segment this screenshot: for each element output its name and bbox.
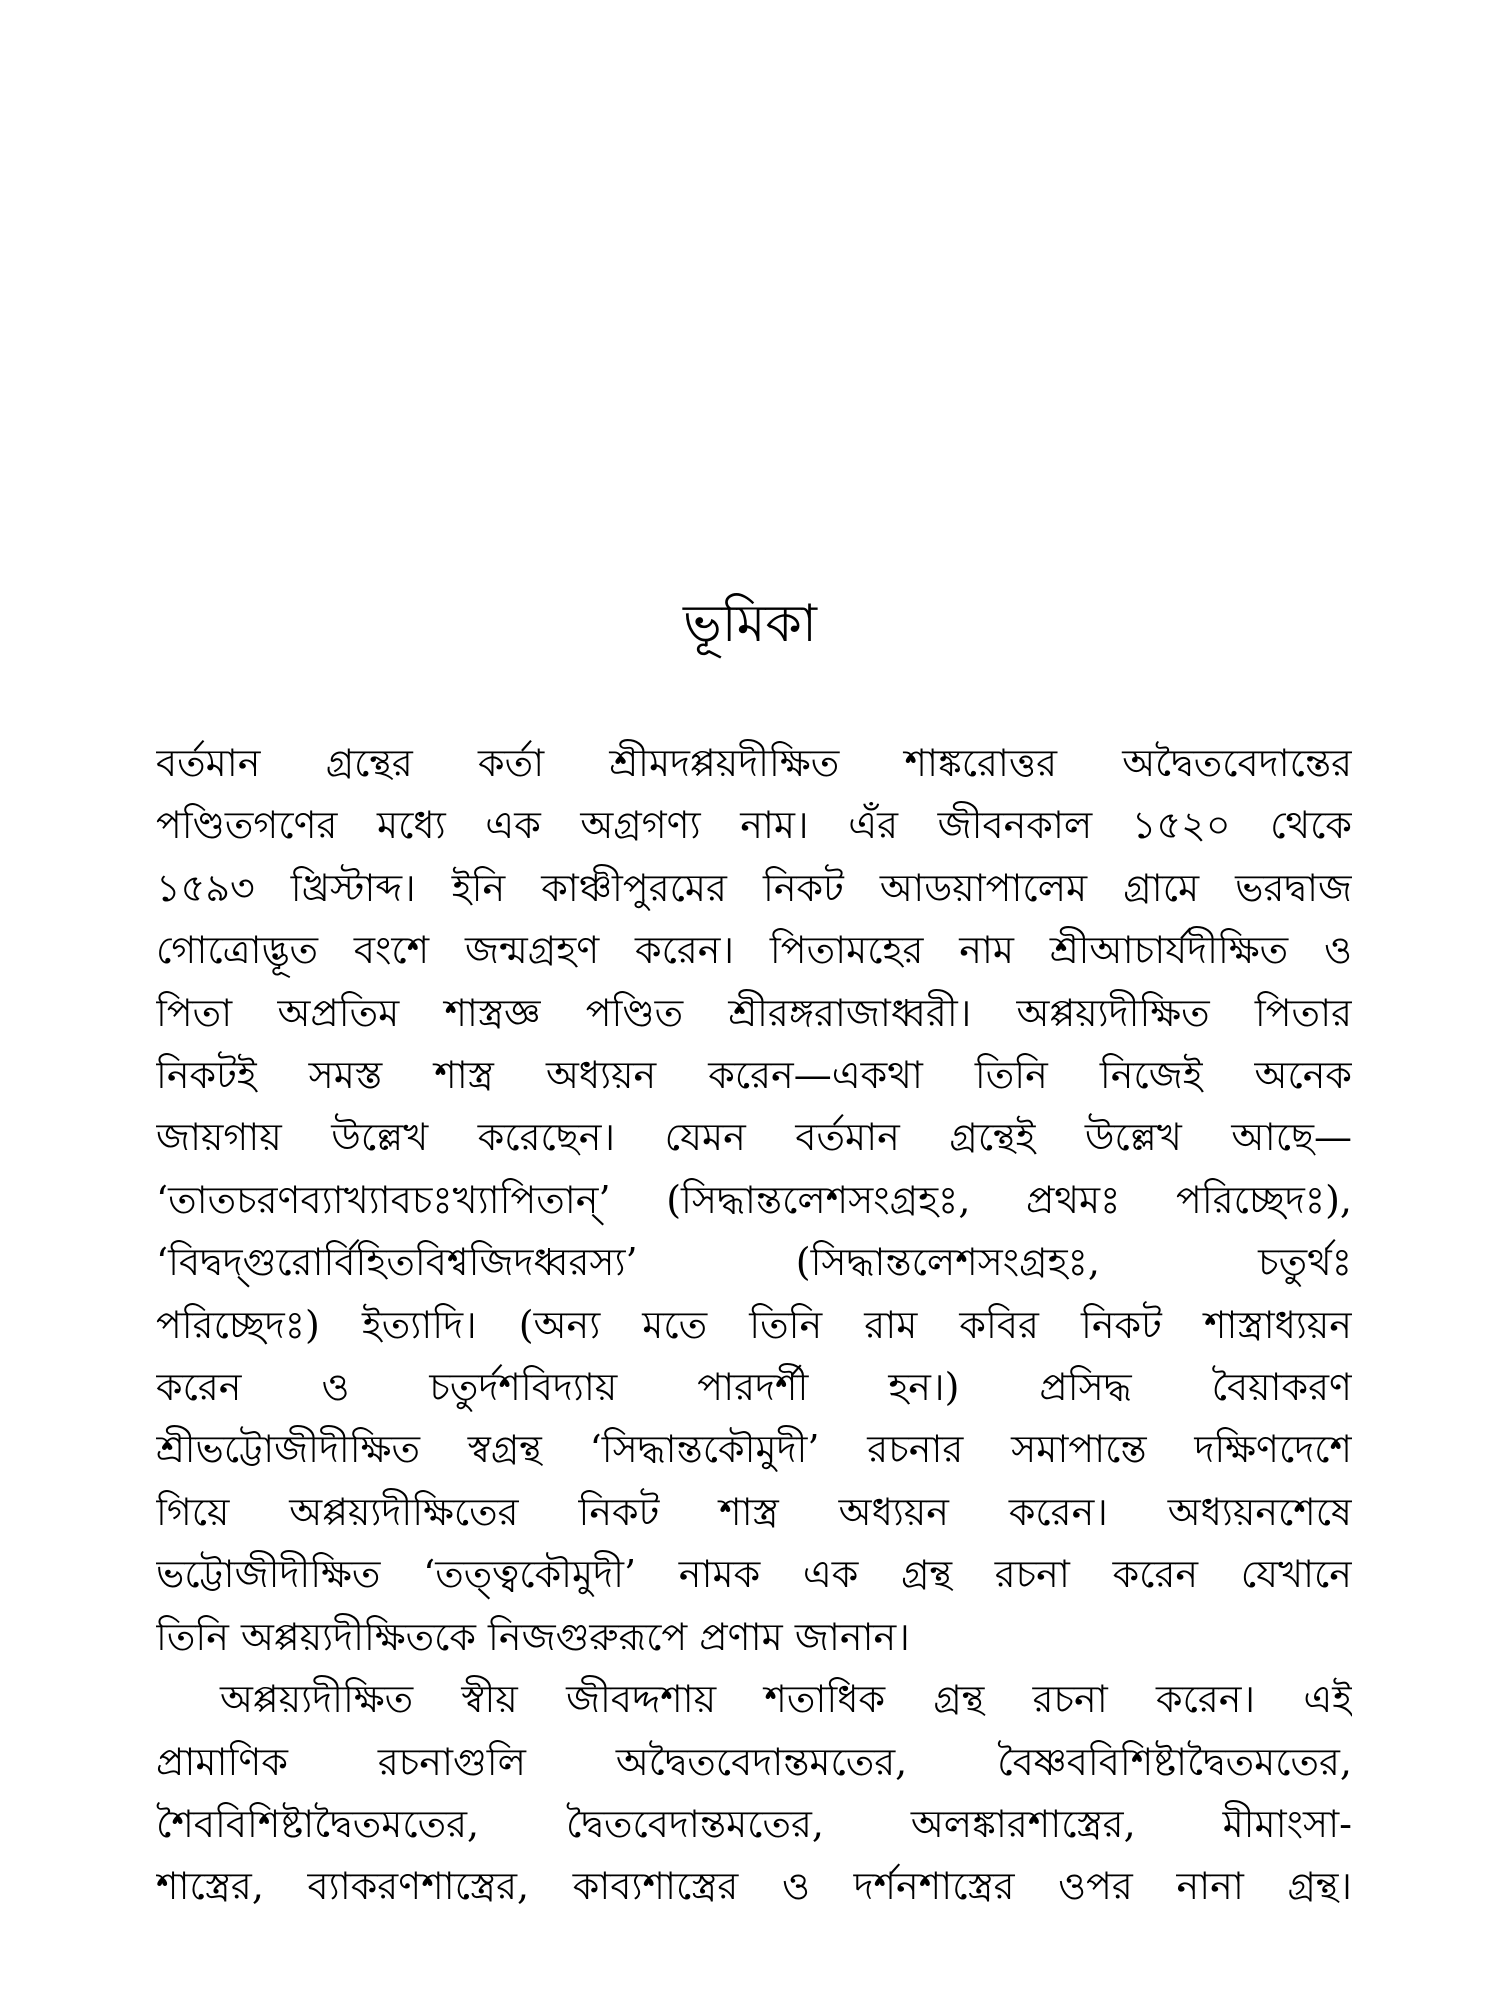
paragraph-1 [156,732,1352,1668]
text-line: বর্তমান গ্রন্থের কর্তা শ্রীমদপ্পয়দীক্ষিত শাঙ্করোত্তর অদ্বৈতবেদান্তের [156,741,1352,785]
text-line: শাস্ত্রের, ব্যাকরণশাস্ত্রের, কাব্যশাস্ত্রের ও দর্শনশাস্ত্রের ওপর নানা গ্রন্থ। [156,1864,1352,1909]
text-line: অপ্পয়্যদীক্ষিত স্বীয় জীবদ্দশায় শতাধিক গ্রন্থ রচনা করেন। এই [220,1677,1352,1722]
text-line: গোত্রোদ্ভূত বংশে জন্মগ্রহণ করেন। পিতামহের নাম শ্রীআচার্যদীক্ষিত ও [156,928,1352,973]
text-line: গিয়ে অপ্পয়্যদীক্ষিতের নিকট শাস্ত্র অধ্যয়ন করেন। অধ্যয়নশেষে [156,1489,1352,1534]
text-line: শৈববিশিষ্টাদ্বৈতমতের, দ্বৈতবেদান্তমতের, অলঙ্কারশাস্ত্রের, মীমাংসা- [156,1801,1352,1846]
text-line: শ্রীভট্টোজীদীক্ষিত স্বগ্রন্থ ‘সিদ্ধান্তকৌমুদী’ রচনার সমাপান্তে দক্ষিণদেশে [156,1427,1352,1472]
text-line: জায়গায় উল্লেখ করেছেন। যেমন বর্তমান গ্রন্থেই উল্লেখ আছে— [156,1115,1352,1160]
text-line: প্রামাণিক রচনাগুলি অদ্বৈতবেদান্তমতের, বৈষ্ণববিশিষ্টাদ্বৈতমতের, [156,1739,1352,1784]
text-line: ‘বিদ্বদ্‌গুরোর্বিহিতবিশ্বজিদধ্বরস্য’ (সিদ্ধান্তলেশসংগ্রহঃ, চতুর্থঃ [156,1240,1352,1285]
text-line: ‘তাতচরণব্যাখ্যাবচঃখ্যাপিতান্’ (সিদ্ধান্তলেশসংগ্রহঃ, প্রথমঃ পরিচ্ছেদঃ), [156,1177,1352,1222]
text-line: নিকটই সমস্ত শাস্ত্র অধ্যয়ন করেন—একথা তিনি নিজেই অনেক [156,1053,1352,1098]
page-title: ভূমিকা [683,594,817,654]
text-line: পিতা অপ্রতিম শাস্ত্রজ্ঞ পণ্ডিত শ্রীরঙ্গরাজাধ্বরী। অপ্পয়্যদীক্ষিত পিতার [156,990,1352,1035]
text-line: ভট্টোজীদীক্ষিত ‘তত্ত্বকৌমুদী’ নামক এক গ্রন্থ রচনা করেন যেখানে [156,1552,1352,1597]
text-line: তিনি অপ্পয়্যদীক্ষিতকে নিজগুরুরূপে প্রণাম জানান। [156,1614,910,1659]
text-line: ১৫৯৩ খ্রিস্টাব্দ। ইনি কাঞ্চীপুরমের নিকট আডয়াপালেম গ্রামে ভরদ্বাজ [156,865,1352,910]
text-line: পরিচ্ছেদঃ) ইত্যাদি। (অন্য মতে তিনি রাম কবির নিকট শাস্ত্রাধ্যয়ন [156,1302,1352,1347]
text-line: করেন ও চতুর্দশবিদ্যায় পারদর্শী হন।) প্রসিদ্ধ বৈয়াকরণ [156,1365,1352,1410]
text-line: পণ্ডিতগণের মধ্যে এক অগ্রগণ্য নাম। এঁর জীবনকাল ১৫২০ থেকে [156,803,1352,848]
body-text [156,732,1352,1918]
paragraph-2 [156,1668,1352,1918]
